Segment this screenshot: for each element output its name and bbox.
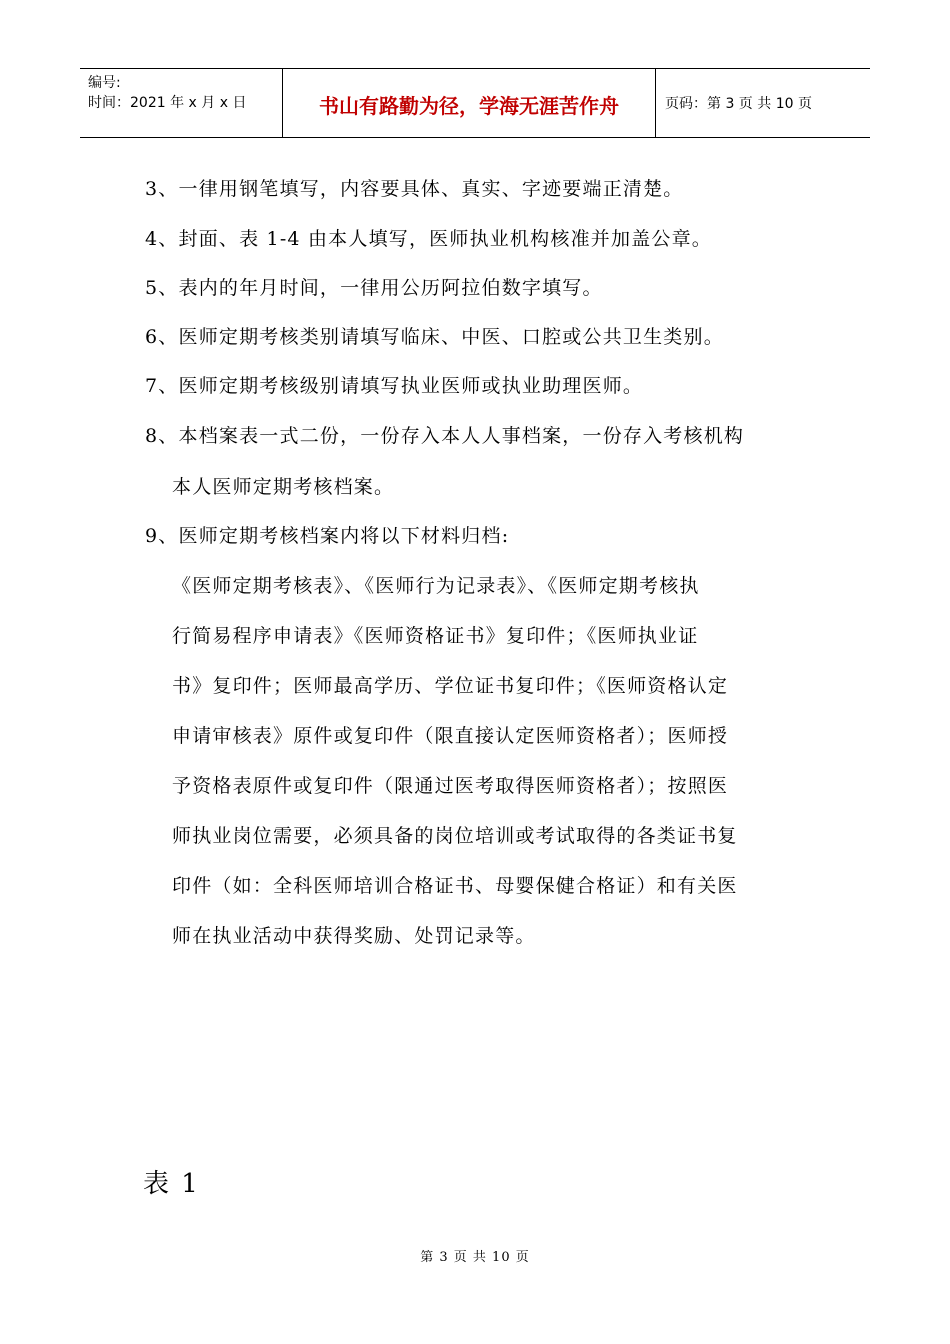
item-6: 6、医师定期考核类别请填写临床、中医、口腔或公共卫生类别。 bbox=[145, 326, 724, 348]
motto-text: 书山有路勤为径，学海无涯苦作舟 bbox=[319, 93, 619, 118]
item-9-line-1: 《医师定期考核表》、《医师行为记录表》、《医师定期考核执 bbox=[172, 575, 700, 597]
header-meta-cell bbox=[80, 69, 283, 137]
page-label: 页码：第 3 页 共 10 页 bbox=[665, 96, 812, 112]
table-title: 表 1 bbox=[143, 1169, 200, 1199]
item-8: 8、本档案表一式二份，一份存入本人人事档案，一份存入考核机构 bbox=[145, 425, 745, 447]
item-7: 7、医师定期考核级别请填写执业医师或执业助理医师。 bbox=[145, 375, 644, 397]
item-9-line-3: 书》复印件；医师最高学历、学位证书复印件；《医师资格认定 bbox=[172, 675, 729, 697]
item-9-line-8: 师在执业活动中获得奖励、处罚记录等。 bbox=[172, 925, 536, 947]
item-9-line-2: 行简易程序申请表》《医师资格证书》复印件；《医师执业证 bbox=[172, 625, 699, 647]
time-label: 时间：2021 年 x 月 x 日 bbox=[88, 95, 247, 111]
item-9-line-4: 申请审核表》原件或复印件（限直接认定医师资格者）；医师授 bbox=[172, 725, 729, 747]
motto-cell bbox=[283, 69, 656, 137]
item-9-line-5: 予资格表原件或复印件（限通过医考取得医师资格者）；按照医 bbox=[172, 775, 729, 797]
item-4: 4、封面、表 1-4 由本人填写，医师执业机构核准并加盖公章。 bbox=[145, 228, 712, 250]
item-3: 3、一律用钢笔填写，内容要具体、真实、字迹要端正清楚。 bbox=[145, 178, 684, 200]
item-9-line-7: 印件（如：全科医师培训合格证书、母婴保健合格证）和有关医 bbox=[172, 875, 738, 897]
item-9: 9、医师定期考核档案内将以下材料归档: bbox=[145, 525, 510, 547]
page-number-cell bbox=[656, 69, 870, 137]
page-header bbox=[80, 68, 870, 138]
item-8-continued: 本人医师定期考核档案。 bbox=[172, 476, 395, 498]
item-9-line-6: 师执业岗位需要，必须具备的岗位培训或考试取得的各类证书复 bbox=[172, 825, 738, 847]
page-footer: 第 3 页 共 10 页 bbox=[420, 1250, 530, 1265]
item-5: 5、表内的年月时间，一律用公历阿拉伯数字填写。 bbox=[145, 277, 603, 299]
number-label: 编号: bbox=[88, 75, 121, 91]
